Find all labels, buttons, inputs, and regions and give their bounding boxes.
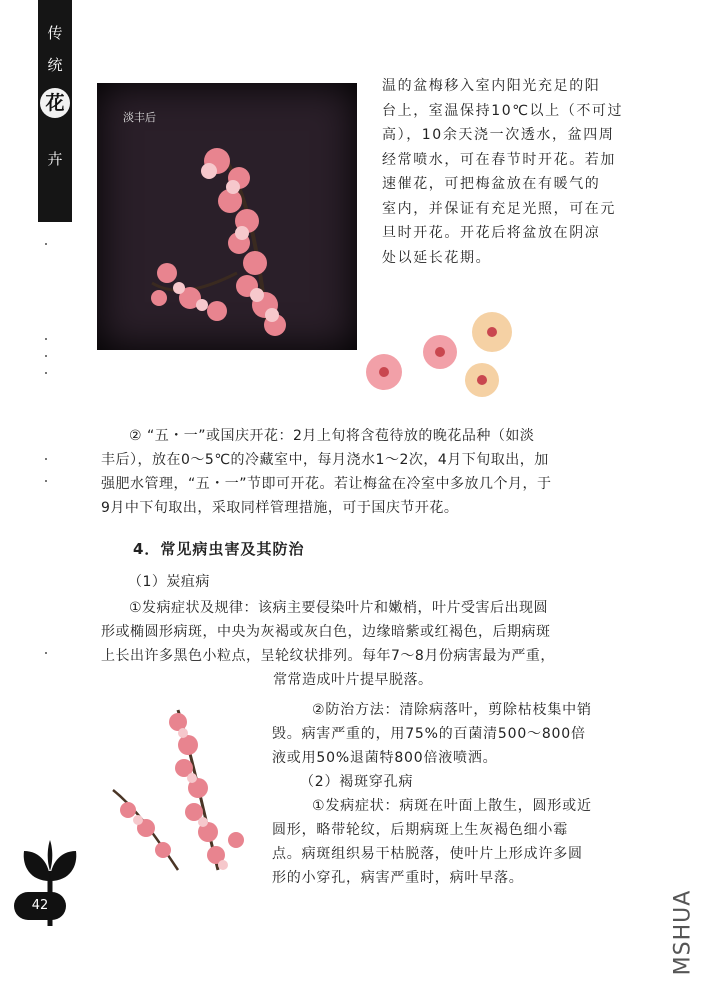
paragraph-wuyi-flowering	[101, 424, 661, 520]
band-char-hua: 花	[45, 92, 65, 114]
plum-blossom-branch	[97, 83, 357, 350]
margin-dot	[45, 338, 47, 340]
text-line: 经常喷水，可在春节时开花。若加	[382, 151, 616, 168]
page-number: 42	[31, 898, 49, 913]
bottom-right-text	[272, 698, 672, 890]
band-char-tong: 统	[47, 56, 63, 74]
text-line: 9月中下旬取出，采取同样管理措施，可于国庆节开花。	[101, 500, 459, 516]
text-line: 液或用50%退菌特800倍液喷洒。	[272, 750, 498, 766]
text-line: 形的小穿孔，病害严重时，病叶早落。	[272, 870, 524, 886]
text-line: ①发病症状：病斑在叶面上散生，圆形或近	[312, 798, 592, 814]
watermark-text: MSHUA	[670, 889, 696, 976]
text-line: 强肥水管理，“五・一”节即可开花。若让梅盆在冷室中多放几个月，于	[101, 476, 552, 492]
subheading-brown-spot: （2）褐斑穿孔病	[300, 774, 414, 790]
margin-dot	[45, 355, 47, 357]
margin-dot	[45, 652, 47, 654]
right-column-text	[382, 74, 642, 270]
text-line: ②防治方法：清除病落叶，剪除枯枝集中销	[312, 702, 592, 718]
text-line: 点。病斑组织易干枯脱落，使叶片上形成许多圆	[272, 846, 583, 862]
text-line: 圆形，略带轮纹，后期病斑上生灰褐色细小霉	[272, 822, 568, 838]
margin-dot	[45, 243, 47, 245]
band-flower-circle	[40, 88, 70, 118]
text-line: 高），10余天浇一次透水，盆四周	[382, 127, 615, 143]
text-line: 上长出许多黑色小粒点，呈轮纹状排列。每年7～8月份病害最为严重，	[101, 648, 555, 664]
band-char-hui: 卉	[47, 150, 63, 168]
plum-branch-illustration	[108, 700, 268, 880]
plum-bonsai-photo	[97, 83, 357, 350]
text-line: 形或椭圆形病斑，中央为灰褐或灰白色，边缘暗紫或红褐色，后期病斑	[101, 624, 551, 640]
text-line: 常常造成叶片提早脱落。	[273, 672, 433, 688]
scattered-blossoms	[362, 300, 532, 400]
section-heading-pests: 4．常见病虫害及其防治	[133, 540, 305, 558]
paragraph-anthracnose	[101, 596, 661, 692]
text-line: 室内，并保证有充足光照，可在元	[382, 200, 616, 217]
margin-dot	[45, 480, 47, 482]
margin-dot	[45, 372, 47, 374]
text-line: 台上，室温保持10℃以上（不可过	[382, 102, 624, 119]
watermark	[668, 880, 698, 990]
text-line: 旦时开花。开花后将盆放在阴凉	[382, 225, 601, 241]
text-line: 温的盆梅移入室内阳光充足的阳	[382, 78, 601, 94]
text-line: 毁。病害严重的，用75%的百菌清500～800倍	[272, 726, 586, 742]
band-char-chuan: 传	[47, 24, 63, 42]
side-title-band	[38, 0, 72, 222]
margin-dot	[45, 458, 47, 460]
photo-caption: 淡丰后	[123, 111, 156, 124]
text-line: 速催花，可把梅盆放在有暖气的	[382, 176, 601, 192]
text-line: 处以延长花期。	[382, 249, 492, 266]
page-number-badge	[14, 892, 66, 920]
subheading-anthracnose: （1）炭疽病	[128, 574, 210, 590]
text-line: ①发病症状及规律：该病主要侵染叶片和嫩梢，叶片受害后出现圆	[129, 600, 549, 616]
text-line: 丰后），放在0～5℃的冷藏室中，每月浇水1～2次，4月下旬取出，加	[101, 452, 549, 468]
text-line: ② “五・一”或国庆开花：2月上旬将含苞待放的晚花品种（如淡	[129, 428, 535, 444]
